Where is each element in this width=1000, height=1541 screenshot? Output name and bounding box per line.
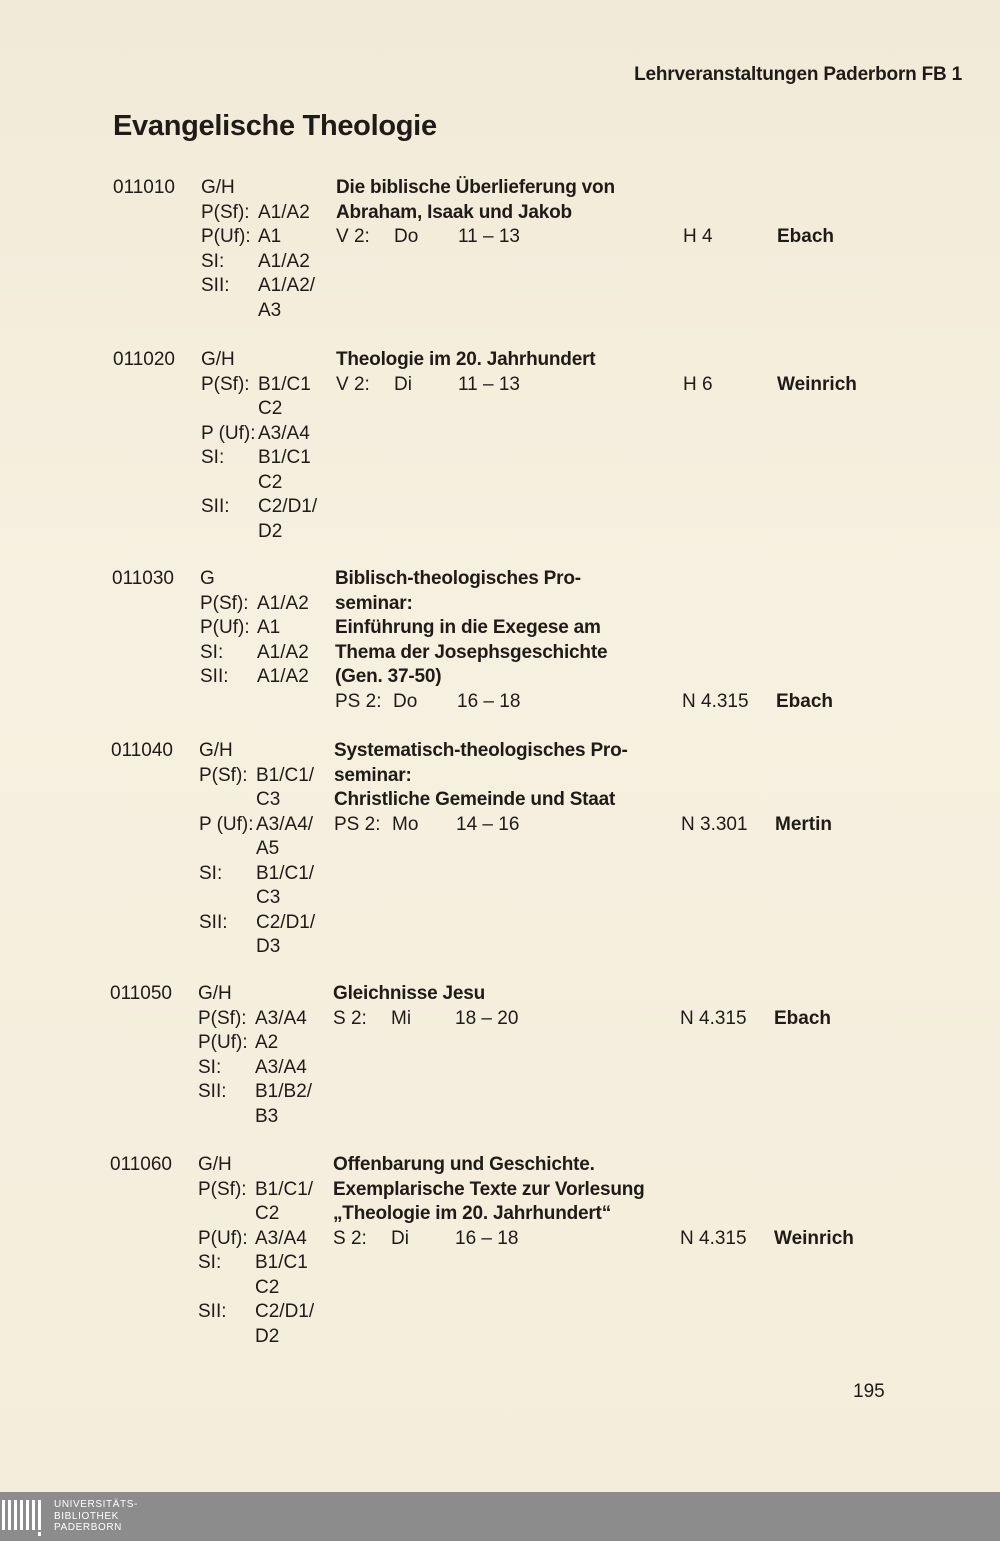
course-lecturer: Weinrich bbox=[777, 373, 857, 395]
course-time: 11 – 13 bbox=[458, 226, 520, 247]
course-room: H 6 bbox=[683, 373, 713, 395]
course-day: Do bbox=[393, 690, 418, 712]
code-label: SII: bbox=[200, 666, 229, 687]
code-label: P(Uf): bbox=[198, 1227, 248, 1249]
library-name-line: UNIVERSITÄTS- bbox=[54, 1499, 138, 1510]
course-number: 011030 bbox=[112, 568, 174, 589]
course-day: Do bbox=[394, 226, 419, 247]
course-title-line: seminar: bbox=[335, 592, 413, 614]
course-room: N 4.315 bbox=[680, 1227, 747, 1249]
code-label: SII: bbox=[199, 911, 228, 933]
code-value: A3/A4 bbox=[258, 422, 310, 444]
library-name bbox=[54, 1499, 138, 1534]
code-value: C2/D1/ bbox=[258, 496, 318, 517]
course-lecturer: Weinrich bbox=[774, 1227, 854, 1249]
code-label: G/H bbox=[201, 177, 235, 198]
code-value: C2/D1/ bbox=[256, 911, 316, 933]
code-value: C2 bbox=[255, 1203, 280, 1224]
code-value: B1/B2/ bbox=[255, 1081, 313, 1102]
course-title-line: (Gen. 37-50) bbox=[335, 666, 442, 687]
code-value: B1/C1 bbox=[258, 373, 311, 395]
section-title: Evangelische Theologie bbox=[113, 110, 437, 142]
code-value: A1/A2 bbox=[258, 201, 310, 223]
course-type: PS 2: bbox=[334, 813, 381, 835]
course-title-line: Theologie im 20. Jahrhundert bbox=[336, 349, 596, 370]
code-label: P(Uf): bbox=[201, 226, 251, 247]
code-label: P(Uf): bbox=[200, 617, 250, 638]
code-label: SI: bbox=[201, 447, 225, 468]
course-title-line: Christliche Gemeinde und Staat bbox=[334, 789, 616, 810]
course-day: Mi bbox=[391, 1007, 412, 1029]
code-label: P(Sf): bbox=[199, 764, 248, 786]
code-value: A1 bbox=[257, 617, 281, 638]
code-value: A5 bbox=[256, 838, 280, 859]
code-value: C3 bbox=[256, 789, 281, 810]
course-lecturer: Ebach bbox=[774, 1007, 832, 1029]
course-type: S 2: bbox=[333, 1007, 367, 1029]
course-time: 18 – 20 bbox=[455, 1007, 519, 1029]
course-room: N 3.301 bbox=[681, 813, 748, 835]
code-label: SII: bbox=[201, 496, 230, 517]
code-value: B1/C1 bbox=[255, 1252, 308, 1273]
code-label: G/H bbox=[199, 740, 233, 761]
code-value: A2 bbox=[255, 1032, 279, 1053]
course-title-line: Offenbarung und Geschichte. bbox=[333, 1154, 595, 1175]
code-label: SI: bbox=[198, 1056, 222, 1078]
course-number: 011040 bbox=[111, 740, 173, 761]
course-title-line: Systematisch-theologisches Pro- bbox=[334, 740, 628, 761]
code-value: B1/C1/ bbox=[256, 764, 315, 786]
code-value: D3 bbox=[256, 936, 281, 957]
code-value: A3 bbox=[258, 299, 282, 321]
code-value: C2 bbox=[258, 398, 283, 419]
course-number: 011020 bbox=[113, 349, 175, 370]
code-label: G/H bbox=[201, 349, 235, 370]
code-value: A3/A4/ bbox=[256, 813, 314, 835]
code-value: B1/C1/ bbox=[256, 862, 315, 884]
code-label: G/H bbox=[198, 983, 232, 1004]
code-label: G/H bbox=[198, 1154, 232, 1175]
course-number: 011010 bbox=[113, 177, 175, 198]
course-type: PS 2: bbox=[335, 690, 382, 712]
code-value: B1/C1 bbox=[258, 447, 311, 468]
course-title-line: Biblisch-theologisches Pro- bbox=[335, 568, 581, 589]
course-title-line: Abraham, Isaak und Jakob bbox=[336, 201, 572, 223]
course-number: 011060 bbox=[110, 1154, 172, 1175]
code-label: SII: bbox=[198, 1081, 227, 1102]
code-label: P(Sf): bbox=[200, 592, 249, 614]
code-value: C2 bbox=[258, 471, 283, 493]
course-time: 11 – 13 bbox=[458, 373, 520, 395]
code-label: P(Uf): bbox=[198, 1032, 248, 1053]
course-number: 011050 bbox=[110, 983, 172, 1004]
course-time: 16 – 18 bbox=[457, 690, 521, 712]
code-label: P(Sf): bbox=[201, 201, 250, 223]
code-value: A1/A2 bbox=[257, 592, 309, 614]
course-title-line: Gleichnisse Jesu bbox=[333, 983, 486, 1004]
course-type: V 2: bbox=[336, 226, 370, 247]
code-label: SII: bbox=[198, 1301, 227, 1322]
course-title-line: Die biblische Überlieferung von bbox=[336, 177, 615, 198]
library-name-line: PADERBORN bbox=[54, 1522, 123, 1533]
course-title-line: Einführung in die Exegese am bbox=[335, 617, 601, 638]
code-value: A1/A2 bbox=[258, 250, 310, 272]
code-value: B1/C1/ bbox=[255, 1178, 314, 1200]
code-value: C2/D1/ bbox=[255, 1301, 315, 1322]
code-value: A3/A4 bbox=[255, 1227, 307, 1249]
code-label: SII: bbox=[201, 275, 230, 296]
course-day: Di bbox=[391, 1227, 409, 1249]
course-title-line: „Theologie im 20. Jahrhundert“ bbox=[333, 1203, 611, 1224]
page-number: 195 bbox=[853, 1381, 885, 1402]
code-label: SI: bbox=[201, 250, 225, 272]
code-value: A1 bbox=[258, 226, 282, 247]
course-room: H 4 bbox=[683, 226, 713, 247]
code-label: G bbox=[200, 568, 215, 589]
code-label: SI: bbox=[199, 862, 223, 884]
course-lecturer: Mertin bbox=[775, 813, 832, 835]
code-value: A3/A4 bbox=[255, 1056, 307, 1078]
course-day: Di bbox=[394, 373, 412, 395]
code-value: A1/A2/ bbox=[258, 275, 316, 296]
code-value: C3 bbox=[256, 887, 281, 908]
course-room: N 4.315 bbox=[682, 690, 749, 712]
code-value: A1/A2 bbox=[257, 641, 309, 663]
code-value: A3/A4 bbox=[255, 1007, 307, 1029]
library-footer bbox=[0, 1492, 1000, 1541]
course-type: S 2: bbox=[333, 1227, 367, 1249]
library-logo-icon bbox=[0, 1496, 50, 1538]
course-title-line: Exemplarische Texte zur Vorlesung bbox=[333, 1178, 645, 1200]
course-title-line: seminar: bbox=[334, 764, 412, 786]
course-time: 14 – 16 bbox=[456, 813, 520, 835]
code-value: B3 bbox=[255, 1105, 279, 1127]
code-label: P(Sf): bbox=[198, 1007, 247, 1029]
code-label: P (Uf): bbox=[199, 813, 254, 835]
course-type: V 2: bbox=[336, 373, 370, 395]
code-label: SI: bbox=[200, 641, 224, 663]
course-room: N 4.315 bbox=[680, 1007, 747, 1029]
code-label: P(Sf): bbox=[201, 373, 250, 395]
course-lecturer: Ebach bbox=[777, 226, 835, 247]
course-day: Mo bbox=[392, 813, 419, 835]
code-value: C2 bbox=[255, 1276, 280, 1298]
code-value: D2 bbox=[255, 1325, 280, 1347]
code-value: D2 bbox=[258, 520, 283, 542]
code-label: SI: bbox=[198, 1252, 222, 1273]
course-lecturer: Ebach bbox=[776, 690, 834, 712]
course-time: 16 – 18 bbox=[455, 1227, 519, 1249]
course-title-line: Thema der Josephsgeschichte bbox=[335, 641, 608, 663]
code-label: P(Sf): bbox=[198, 1178, 247, 1200]
code-value: A1/A2 bbox=[257, 666, 309, 687]
code-label: P (Uf): bbox=[201, 422, 256, 444]
library-name-line: BIBLIOTHEK bbox=[54, 1510, 119, 1522]
running-header: Lehrveranstaltungen Paderborn FB 1 bbox=[634, 64, 962, 85]
